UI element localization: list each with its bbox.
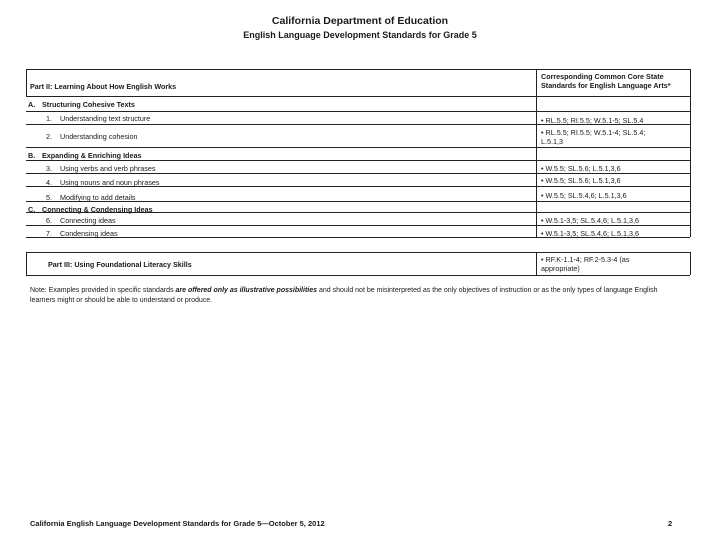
row-standards: • RL.5.5; RI.5.5; W.5.1-4; SL.5.4;: [541, 128, 646, 137]
row-label: Using verbs and verb phrases: [60, 164, 156, 173]
row-label: Using nouns and noun phrases: [60, 178, 160, 187]
part3-column-divider: [536, 252, 537, 275]
note-rest: and should not be misinterpreted as the only objectives of instruction or as the only types of language English learners might or should be able to understand or produce.: [30, 287, 658, 304]
note-lead: Note: Examples provided in specific standards: [30, 287, 176, 294]
row-divider: [26, 225, 690, 226]
part3-standards-cont: appropriate): [541, 264, 580, 273]
row-number: 3.: [46, 164, 52, 173]
page-title: California Department of Education: [271, 15, 449, 27]
section-a-letter: A.: [28, 100, 36, 109]
row-number: 2.: [46, 132, 52, 141]
row-standards: • W.5.1-3,5; SL.5.4,6; L.5.1,3,6: [541, 216, 640, 225]
row-number: 6.: [46, 216, 52, 225]
note-emphasis: are offered only as illustrative possibilities: [175, 287, 318, 294]
table-right-border: [690, 69, 691, 237]
row-divider: [26, 237, 690, 238]
row-divider: [26, 147, 690, 148]
row-number: 4.: [46, 178, 52, 187]
row-divider: [26, 160, 690, 161]
note-paragraph: [30, 286, 680, 305]
part3-standards: • RF.K-1.1-4; RF.2-5.3-4 (as: [541, 255, 630, 264]
part3-left-border: [26, 252, 27, 275]
row-number: 1.: [46, 114, 52, 123]
row-standards: • W.5.5; SL.5.6; L.5.1,3,6: [541, 164, 621, 173]
row-label: Condensing ideas: [60, 229, 118, 238]
row-divider: [26, 212, 690, 213]
row-standards: • W.5.1-3,5; SL.5.4,6; L.5.1,3,6: [541, 229, 640, 238]
part3-bottom-border: [26, 275, 690, 276]
part3-heading: Part III: Using Foundational Literacy Skills: [48, 260, 192, 269]
page-subtitle: English Language Development Standards for Grade 5: [243, 30, 477, 40]
row-divider: [26, 111, 690, 112]
row-divider: [26, 124, 690, 125]
row-standards: • W.5.5; SL.5.6; L.5.1,3,6: [541, 176, 621, 185]
table-top-border: [26, 69, 690, 70]
section-c-letter: C.: [28, 205, 36, 214]
section-b-title: Expanding & Enriching Ideas: [42, 151, 142, 160]
row-label: Modifying to add details: [60, 193, 136, 202]
row-standards-cont: L.5.1,3: [541, 137, 563, 146]
row-label: Understanding cohesion: [60, 132, 138, 141]
footer-text: California English Language Development Standards for Grade 5—October 5, 2012: [30, 519, 325, 528]
row-standards: • RL.5.5; RI.5.5; W.5.1-5; SL.5.4: [541, 116, 644, 125]
row-number: 5.: [46, 193, 52, 202]
table-left-border: [26, 69, 27, 96]
row-divider: [26, 173, 690, 174]
part3-top-border: [26, 252, 690, 253]
part3-right-border: [690, 252, 691, 275]
row-divider: [26, 201, 690, 202]
header-bottom-border: [26, 96, 690, 97]
section-c-title: Connecting & Condensing Ideas: [42, 205, 153, 214]
page-number: 2: [668, 519, 673, 528]
part2-heading: Part II: Learning About How English Works: [30, 82, 177, 91]
row-standards: • W.5.5; SL.5.4,6; L.5.1,3,6: [541, 191, 627, 200]
row-label: Connecting ideas: [60, 216, 116, 225]
row-divider: [26, 186, 690, 187]
ccss-heading-line1: Corresponding Common Core State: [541, 72, 664, 81]
ccss-heading-line2: Standards for English Language Arts*: [541, 81, 671, 90]
row-label: Understanding text structure: [60, 114, 151, 123]
section-b-letter: B.: [28, 151, 36, 160]
section-a-title: Structuring Cohesive Texts: [42, 100, 135, 109]
row-number: 7.: [46, 229, 52, 238]
